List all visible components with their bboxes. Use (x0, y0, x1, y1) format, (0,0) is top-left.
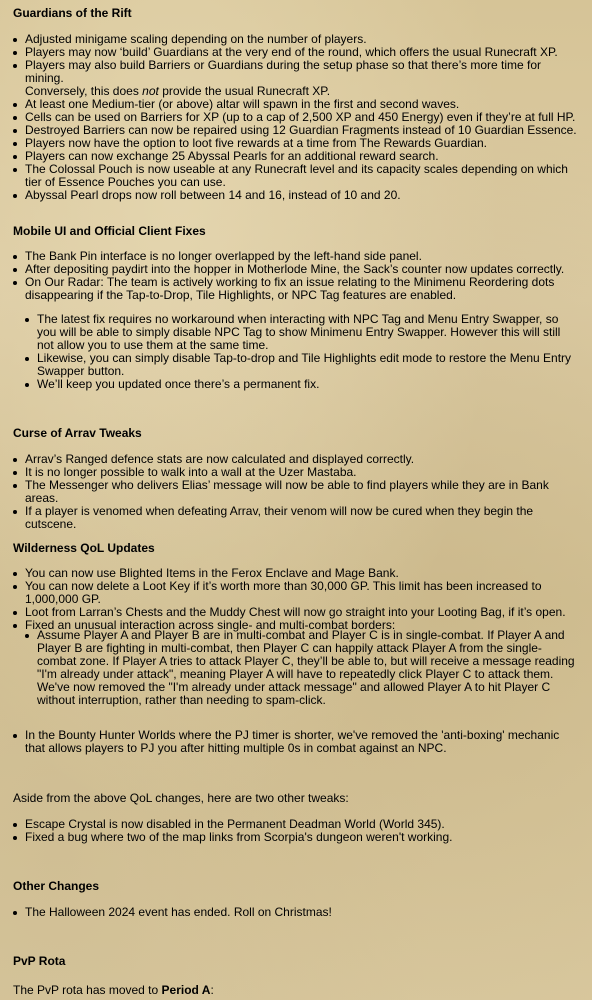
list-item: At least one Medium-tier (or above) altar will spawn in the first and second waves. (12, 98, 580, 111)
guardians-of-the-rift-list (12, 33, 580, 202)
bounty-hunter-list (12, 729, 580, 755)
list-item: After depositing paydirt into the hopper in Motherlode Mine, the Sack’s counter now updates correctly. (12, 263, 580, 276)
list-item: In the Bounty Hunter Worlds where the PJ timer is shorter, we've removed the 'anti-boxing' mechanic that allows players to PJ you after hitting multiple 0s in combat against an NPC. (12, 729, 580, 755)
pvp-rota-text (13, 984, 581, 997)
pvp-rota-text-start: The PvP rota has moved to (13, 983, 162, 997)
list-item: Loot from Larran’s Chests and the Muddy Chest will now go straight into your Looting Bag, if it’s open. (12, 606, 580, 619)
other-tweaks-list (12, 818, 580, 844)
list-item: The Halloween 2024 event has ended. Roll on Christmas! (12, 906, 580, 919)
list-item: You can now delete a Loot Key if it’s worth more than 30,000 GP. This limit has been increased to 1,000,000 GP. (12, 580, 580, 606)
sub-list-item: Likewise, you can simply disable Tap-to-drop and Tile Highlights edit mode to restore the Menu Entry Swapper button. (24, 352, 580, 378)
list-item: Cells can be used on Barriers for XP (up to a cap of 2,500 XP and 450 Energy) even if they’re at full HP. (12, 111, 580, 124)
list-item: If a player is venomed when defeating Arrav, their venom will now be cured when they begin the cutscene. (12, 505, 580, 531)
list-item-text: Players may also build Barriers or Guardians during the setup phase so that there’s more time for mining. (25, 58, 542, 85)
other-tweaks-intro: Aside from the above QoL changes, here are two other tweaks: (13, 791, 349, 805)
section-title-other-changes: Other Changes (13, 879, 100, 893)
section-title-wilderness-qol: Wilderness QoL Updates (13, 541, 155, 555)
list-item: Arrav’s Ranged defence stats are now calculated and displayed correctly. (12, 453, 580, 466)
list-item: Escape Crystal is now disabled in the Permanent Deadman World (World 345). (12, 818, 580, 831)
curse-of-arrav-list (12, 453, 580, 531)
wilderness-list (12, 567, 580, 632)
mobile-ui-list (12, 250, 580, 302)
section-title-guardians-of-the-rift: Guardians of the Rift (13, 6, 132, 20)
sub-list-item: Assume Player A and Player B are in multi-combat and Player C is in single-combat. If Player A and Player B are fighting in multi-combat, then Player C can happily attack Player A from the single-combat zone. If Player A tries to attack Player C, they’ll be able to, but will receive a message reading "I'm already under attack", meaning Player A will have to repeatedly click Player C to attack them. We've now removed the "I'm already under attack message" and allowed Player A to hit Player C without interruption, rather than needing to spam-click. (24, 629, 580, 707)
section-title-mobile-ui: Mobile UI and Official Client Fixes (13, 224, 206, 238)
list-item: The Colossal Pouch is now useable at any Runecraft level and its capacity scales depending on which tier of Essence Pouches you can use. (12, 163, 580, 189)
list-item: Destroyed Barriers can now be repaired using 12 Guardian Fragments instead of 10 Guardian Essence. (12, 124, 580, 137)
list-item: The Bank Pin interface is no longer overlapped by the left-hand side panel. (12, 250, 580, 263)
list-item: It is no longer possible to walk into a wall at the Uzer Mastaba. (12, 466, 580, 479)
mobile-ui-sublist (24, 313, 580, 391)
wilderness-sublist (24, 629, 580, 707)
list-item: Adjusted minigame scaling depending on the number of players. (12, 33, 580, 46)
list-item (12, 59, 580, 98)
list-item: On Our Radar: The team is actively working to fix an issue relating to the Minimenu Reordering dots disappearing if the Tap-to-Drop, Tile Highlights, or NPC Tag features are enabled. (12, 276, 580, 302)
section-title-curse-of-arrav: Curse of Arrav Tweaks (13, 426, 142, 440)
list-item-text-continued: Conversely, this does (25, 84, 143, 98)
list-item-text-end: provide the usual Runecraft XP. (158, 84, 331, 98)
list-item: Players now have the option to loot five rewards at a time from The Rewards Guardian. (12, 137, 580, 150)
list-item: Abyssal Pearl drops now roll between 14 and 16, instead of 10 and 20. (12, 189, 580, 202)
sub-list-item: We’ll keep you updated once there’s a permanent fix. (24, 378, 580, 391)
section-title-pvp-rota: PvP Rota (13, 954, 66, 968)
list-item: Players can now exchange 25 Abyssal Pearls for an additional reward search. (12, 150, 580, 163)
list-item: Fixed a bug where two of the map links from Scorpia's dungeon weren't working. (12, 831, 580, 844)
list-item: Fixed an unusual interaction across single- and multi-combat borders: (12, 619, 580, 632)
list-item: Players may now ‘build’ Guardians at the very end of the round, which offers the usual Runecraft XP. (12, 46, 580, 59)
pvp-period-label: Period A (161, 983, 211, 997)
other-changes-list (12, 906, 580, 919)
emphasis-text: not (142, 84, 159, 98)
sub-list-item: The latest fix requires no workaround when interacting with NPC Tag and Menu Entry Swapper, so you will be able to simply disable NPC Tag to show Minimenu Entry Swapper. However this will still not allow you to use them at the same time. (24, 313, 580, 352)
list-item: The Messenger who delivers Elias’ message will now be able to find players while they are in Bank areas. (12, 479, 580, 505)
pvp-rota-text-end: : (210, 983, 214, 997)
list-item: You can now use Blighted Items in the Ferox Enclave and Mage Bank. (12, 567, 580, 580)
